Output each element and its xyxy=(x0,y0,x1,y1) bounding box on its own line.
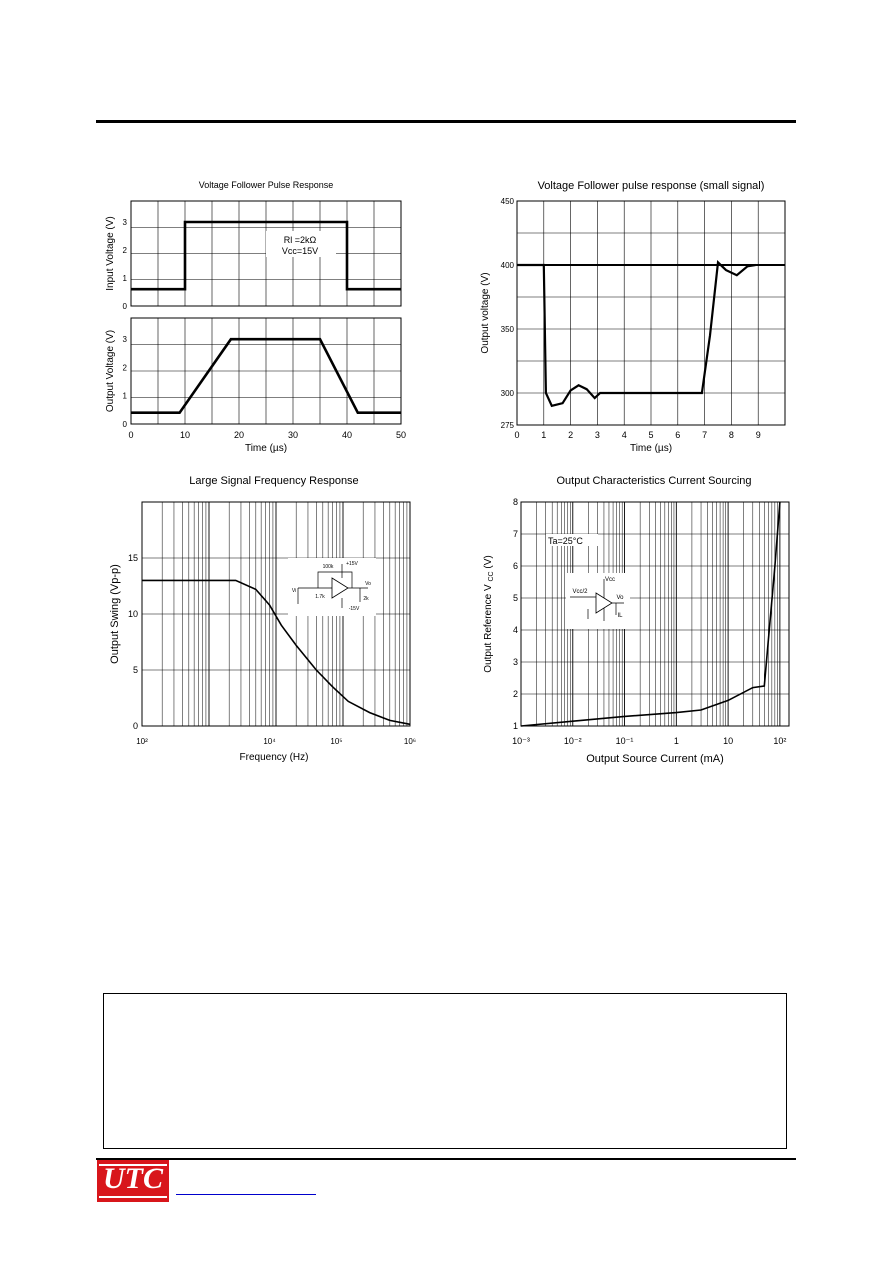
c4-ytick: 1 xyxy=(512,721,518,731)
c1-xtick: 0 xyxy=(128,430,134,440)
c1-ytick: 3 xyxy=(122,335,127,345)
c2-series xyxy=(517,262,756,405)
c4-ytick: 7 xyxy=(512,529,518,539)
c3-ytick: 15 xyxy=(127,553,138,563)
c2-xtick: 3 xyxy=(594,430,600,440)
c1-annot-rl: Rl =2kΩ xyxy=(283,235,317,245)
c1-xtick: 40 xyxy=(341,430,353,440)
c2-xtick: 6 xyxy=(675,430,681,440)
c3-xtick: 10⁶ xyxy=(403,737,417,746)
c4-xtick: 10² xyxy=(773,736,787,746)
c2-xtick: 4 xyxy=(621,430,627,440)
c3-xlabel: Frequency (Hz) xyxy=(239,752,309,763)
c3-xtick: 10⁴ xyxy=(263,737,276,746)
c1-ytick: 1 xyxy=(122,274,127,283)
c2-xtick: 7 xyxy=(702,430,708,440)
c2-xtick: 2 xyxy=(568,430,574,440)
c4-ylabel-unit: (V) xyxy=(483,555,494,572)
c4-title: Output Characteristics Current Sourcing xyxy=(556,475,752,487)
c2-xtick: 0 xyxy=(514,430,520,440)
c1-xlabel: Time (µs) xyxy=(244,443,288,454)
c3-inset-label: -15V xyxy=(348,606,360,612)
c2-ytick: 400 xyxy=(500,261,514,270)
c4-ylabel: Output Reference V $_{CC}$ (V) xyxy=(483,555,495,673)
c4-inset-label: Vcc/2 xyxy=(572,589,588,595)
c4-ytick: 6 xyxy=(512,561,518,571)
c1-ylabel-1: Output Voltage (V) xyxy=(105,329,116,413)
c2-xtick: 9 xyxy=(755,430,761,440)
c4-ylabel-sub: CC xyxy=(488,571,495,582)
c2-ytick: 275 xyxy=(500,421,514,430)
c2-ylabel: Output voltage (V) xyxy=(480,272,491,354)
c2-xlabel: Time (µs) xyxy=(629,443,673,454)
c4-xlabel: Output Source Current (mA) xyxy=(586,753,724,765)
c2-xtick: 8 xyxy=(728,430,734,440)
c1-xtick: 10 xyxy=(179,430,191,440)
c3-inset-label: Vi xyxy=(291,588,297,594)
c3-xtick: 10⁵ xyxy=(330,737,343,746)
c3-inset-label: 100k xyxy=(322,564,334,570)
logo-text: UTC xyxy=(103,1162,163,1195)
utc-logo xyxy=(97,1160,169,1202)
c4-ytick: 3 xyxy=(512,657,518,667)
c1-xtick: 20 xyxy=(233,430,245,440)
c2-ytick: 450 xyxy=(500,197,514,206)
c3-inset-label: 1.7k xyxy=(315,594,325,600)
c1-ytick: 1 xyxy=(122,391,127,401)
c4-ytick: 4 xyxy=(512,625,518,635)
c1-ytick: 3 xyxy=(122,218,127,227)
c4-inset-label: IL xyxy=(617,613,623,619)
c4-ytick: 5 xyxy=(512,593,518,603)
c3-ytick: 5 xyxy=(132,665,138,675)
c4-ytick: 8 xyxy=(512,497,518,507)
c1-ytick: 2 xyxy=(122,246,127,255)
c1-ytick: 0 xyxy=(122,302,127,311)
c1-title: Voltage Follower Pulse Response xyxy=(198,180,334,190)
c4-xtick: 10⁻³ xyxy=(512,736,530,746)
c4-annotation: Ta=25°C xyxy=(548,536,583,546)
c4-inset-label: Vcc xyxy=(604,577,616,583)
c1-annot-vcc: Vcc=15V xyxy=(281,246,319,256)
c3-ylabel: Output Swing (Vp-p) xyxy=(109,564,121,664)
c4-inset-label: Vo xyxy=(616,595,624,601)
notice-box xyxy=(103,993,787,1149)
c2-ytick: 300 xyxy=(500,389,514,398)
website-link[interactable] xyxy=(176,1194,316,1195)
c2-xtick: 1 xyxy=(541,430,547,440)
c4-xtick: 10 xyxy=(723,736,734,746)
c2-xtick: 5 xyxy=(648,430,654,440)
c4-xtick: 10⁻² xyxy=(563,736,582,746)
c1-ytick: 2 xyxy=(122,363,127,373)
c1-ytick: 0 xyxy=(122,420,127,429)
footer-rule xyxy=(96,1158,796,1160)
c3-inset-label: +15V xyxy=(346,561,358,567)
c4-ytick: 2 xyxy=(512,689,518,699)
c3-ytick: 0 xyxy=(132,721,138,731)
c3-xtick: 10² xyxy=(136,737,148,746)
c3-inset-label: 2k xyxy=(363,596,369,602)
c4-xtick: 1 xyxy=(673,736,679,746)
c1-xtick: 30 xyxy=(287,430,299,440)
c4-inset-bg xyxy=(566,573,630,629)
c1-ylabel-0: Input Voltage (V) xyxy=(105,216,116,291)
c2-title: Voltage Follower pulse response (small signal) xyxy=(537,180,765,192)
c3-inset-label: Vo xyxy=(365,581,371,587)
c3-ytick: 10 xyxy=(127,609,138,619)
c4-xtick: 10⁻¹ xyxy=(615,736,634,746)
c3-title: Large Signal Frequency Response xyxy=(189,475,359,487)
c1-xtick: 50 xyxy=(395,430,407,440)
c2-ytick: 350 xyxy=(500,325,514,334)
